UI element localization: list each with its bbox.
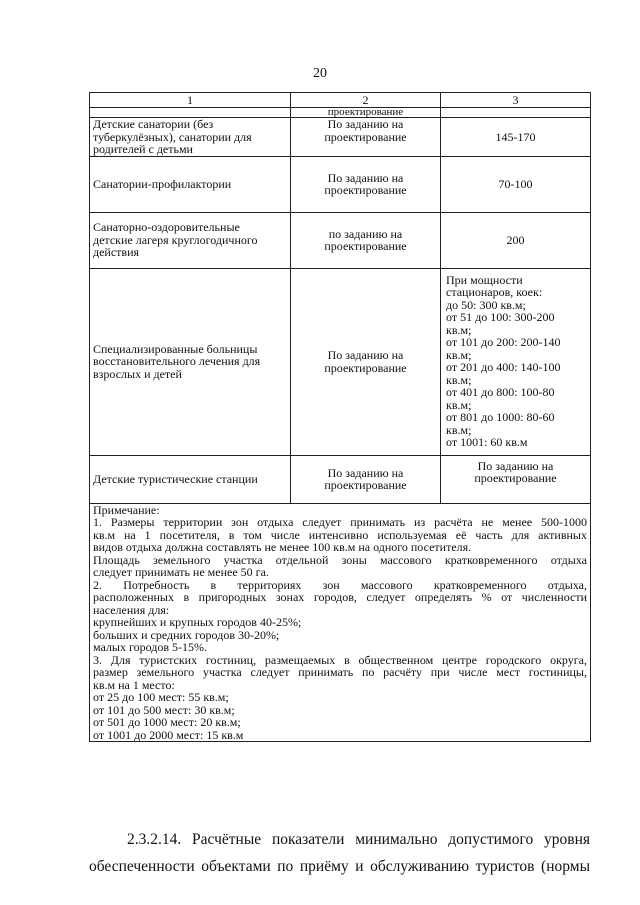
row-col2-line: проектирование	[324, 478, 407, 492]
continuation-row	[90, 108, 591, 118]
note-line: расположенных в пригородных зонах городов, следует определять % от численности	[93, 590, 587, 604]
header-col-3: 3	[441, 93, 591, 108]
page-number: 20	[313, 66, 327, 81]
note-line: крупнейших и крупных городов 40-25%;	[93, 615, 302, 629]
row-col2-line: проектирование	[324, 239, 407, 253]
note-row	[90, 503, 591, 742]
table-row	[90, 268, 591, 455]
row-col2-line: проектирование	[324, 129, 407, 144]
paragraph-line: обеспеченности объектами по приёму и обслуживанию туристов (нормы	[89, 858, 590, 875]
row-col2	[291, 118, 441, 157]
section-paragraph	[89, 826, 590, 880]
row-col3-line: проектирование	[474, 471, 557, 485]
row-col2-line: по заданию на	[328, 226, 403, 241]
row-col3-line: При мощности	[446, 272, 523, 287]
row-name	[90, 118, 291, 157]
note-line: видов отдыха должна составлять не менее 100 кв.м на одного посетителя.	[93, 540, 472, 554]
row-name	[90, 156, 291, 212]
row-col3-line: По заданию на	[477, 458, 554, 473]
row-col3	[441, 118, 591, 157]
row-col2	[291, 212, 441, 268]
row-col2-line: По заданию на	[327, 117, 404, 131]
row-name-line: Детские санатории (без	[93, 117, 214, 131]
row-col3	[441, 268, 591, 455]
continuation-empty-1	[90, 108, 291, 118]
row-name	[90, 212, 291, 268]
table-note	[90, 503, 591, 742]
row-col3-line: кв.м;	[446, 372, 472, 387]
row-col3-line: от 801 до 1000: 80-60	[446, 410, 555, 424]
row-col2	[291, 156, 441, 212]
row-col3-line: кв.м;	[446, 322, 472, 337]
note-line: кв.м на 1 место:	[93, 677, 175, 692]
note-line: следует принимать не менее 50 га.	[93, 565, 269, 579]
header-col-1: 1	[90, 93, 291, 108]
note-line: 3. Для туристских гостиниц, размещаемых в общественном центре городского округа,	[93, 652, 587, 667]
paragraph-line: 2.3.2.14. Расчётные показатели минимально допустимого уровня	[127, 831, 590, 848]
row-name-line: Специализированные больницы	[93, 341, 258, 356]
row-col2-line: проектирование	[324, 360, 407, 375]
row-col3-line: 70-100	[498, 176, 533, 191]
note-line: от 25 до 100 мест: 55 кв.м;	[93, 690, 229, 704]
note-line: Примечание:	[93, 502, 160, 517]
note-line: Площадь земельного участка отдельной зоны массового кратковременного отдыха	[93, 552, 587, 567]
row-name	[90, 455, 291, 503]
note-line: малых городов 5-15%.	[93, 640, 208, 654]
note-line: от 501 до 1000 мест: 20 кв.м;	[93, 715, 241, 729]
norms-table	[89, 92, 591, 742]
row-col3	[441, 156, 591, 212]
note-line: больших и средних городов 30-20%;	[93, 627, 280, 642]
note-line: 2. Потребность в территориях зон массового кратковременного отдыха,	[93, 577, 587, 592]
note-line: размер земельного участка следует принимать по расчёту при числе мест гостиницы,	[93, 665, 587, 679]
row-col3-line: кв.м;	[446, 397, 472, 412]
row-name-line: Санатории-профилактории	[93, 176, 232, 191]
note-line: кв.м на 1 посетителя, в том числе интенсивно используемая её часть для активных	[93, 527, 587, 542]
row-col2-line: По заданию на	[327, 348, 404, 362]
row-name	[90, 268, 291, 455]
row-name-line: действия	[93, 245, 140, 260]
row-col3	[441, 212, 591, 268]
table-row	[90, 212, 591, 268]
row-col2-line: проектирование	[324, 183, 407, 197]
row-name-line: туберкулёзных), санатории для	[93, 129, 252, 144]
row-col3-line: до 50: 300 кв.м;	[446, 297, 526, 312]
row-col2	[291, 455, 441, 503]
row-col3-line: 200	[506, 232, 525, 247]
row-name-line: взрослых и детей	[93, 366, 182, 381]
row-col3	[441, 455, 591, 503]
table-row	[90, 455, 591, 503]
row-col3-line: стационаров, коек:	[446, 285, 543, 299]
row-col2-line: По заданию на	[327, 170, 404, 185]
row-name-line: восстановительного лечения для	[93, 354, 261, 369]
row-name-line: детские лагеря круглогодичного	[93, 232, 258, 247]
note-line: от 101 до 500 мест: 30 кв.м;	[93, 702, 235, 717]
row-col2	[291, 268, 441, 455]
row-col2-line: По заданию на	[327, 465, 404, 480]
note-line: населения для:	[93, 602, 170, 617]
row-name-line: Санаторно-оздоровительные	[93, 220, 240, 235]
row-col3-line: кв.м;	[446, 422, 472, 437]
note-line: от 1001 до 2000 мест: 15 кв.м	[93, 727, 244, 742]
note-line: 1. Размеры территории зон отдыха следует принимать из расчёта не менее 500-1000	[93, 515, 587, 529]
header-col-2: 2	[291, 93, 441, 108]
continuation-text: проектирование	[291, 108, 441, 118]
row-col3-line: 145-170	[495, 129, 536, 144]
row-col3-line: от 401 до 800: 100-80	[446, 385, 555, 399]
continuation-empty-3	[441, 108, 591, 118]
table-row	[90, 156, 591, 212]
row-col3-line: кв.м;	[446, 347, 472, 362]
row-col3-line: от 101 до 200: 200-140	[446, 335, 561, 349]
row-col3-line: от 51 до 100: 300-200	[446, 310, 555, 324]
table-row	[90, 118, 591, 157]
row-col3-line: от 201 до 400: 140-100	[446, 360, 561, 374]
row-name-line: Детские туристические станции	[93, 471, 258, 486]
row-name-line: родителей с детьми	[93, 142, 193, 156]
row-col3-line: от 1001: 60 кв.м	[446, 435, 528, 449]
